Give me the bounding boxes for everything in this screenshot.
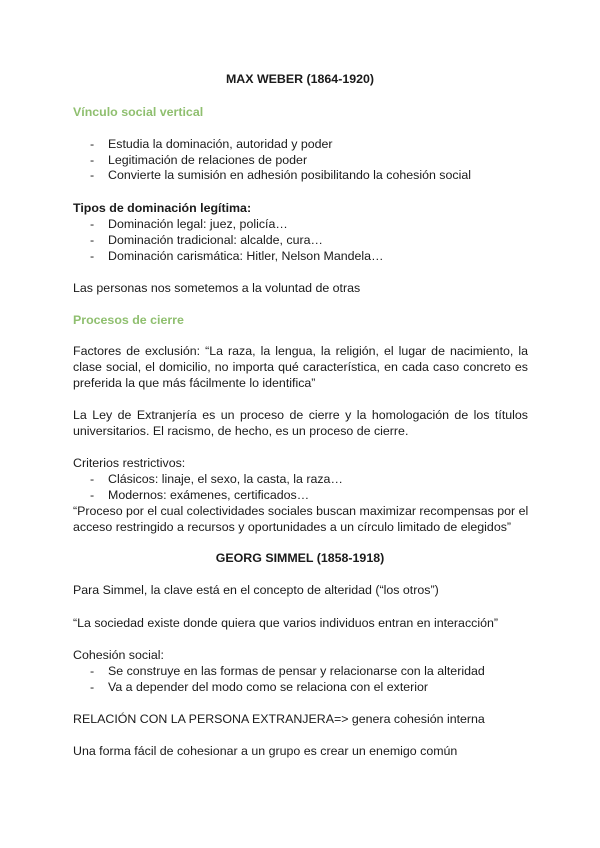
enemigo-paragraph: Una forma fácil de cohesionar a un grupo es crear un enemigo común <box>73 744 458 758</box>
list-item: Convierte la sumisión en adhesión posibilitando la cohesión social <box>108 168 471 182</box>
bullet-dash: - <box>90 680 95 694</box>
cohesion-heading: Cohesión social: <box>73 648 164 662</box>
list-item: Se construye en las formas de pensar y relacionarse con la alteridad <box>108 664 485 678</box>
bullet-dash: - <box>90 472 95 486</box>
list-item: Va a depender del modo como se relaciona con el exterior <box>108 680 429 694</box>
bullet-dash: - <box>90 168 95 182</box>
bullet-dash: - <box>90 249 95 263</box>
paragraph-line: universitarios. El racismo, de hecho, es un proceso de cierre. <box>73 424 409 438</box>
paragraph-line: preferida la que más fácilmente lo identifica” <box>73 376 316 390</box>
tipos-heading: Tipos de dominación legítima: <box>73 201 252 215</box>
paragraph-line: acceso restringido a recursos y oportunidades a un círculo limitado de elegidos” <box>73 520 512 534</box>
bullet-dash: - <box>90 488 95 502</box>
criterios-heading: Criterios restrictivos: <box>73 456 186 470</box>
bullet-dash: - <box>90 153 95 167</box>
list-item: Legitimación de relaciones de poder <box>108 153 308 167</box>
list-item: Dominación tradicional: alcalde, cura… <box>108 233 323 247</box>
weber-title: MAX WEBER (1864-1920) <box>225 72 375 86</box>
vinculo-heading: Vínculo social vertical <box>73 105 204 119</box>
procesos-heading: Procesos de cierre <box>73 313 184 327</box>
simmel-title: GEORG SIMMEL (1858-1918) <box>215 551 385 565</box>
list-item: Clásicos: linaje, el sexo, la casta, la raza… <box>108 472 343 486</box>
list-item: Dominación carismática: Hitler, Nelson Mandela… <box>108 249 384 263</box>
bullet-dash: - <box>90 137 95 151</box>
bullet-dash: - <box>90 217 95 231</box>
alteridad-paragraph: Para Simmel, la clave está en el concepto de alteridad (“los otros”) <box>73 583 439 597</box>
bullet-dash: - <box>90 233 95 247</box>
paragraph-line: “Proceso por el cual colectividades sociales buscan maximizar recompensas por el <box>73 504 529 518</box>
paragraph-line: Factores de exclusión: “La raza, la lengua, la religión, el lugar de nacimiento, la <box>73 344 528 358</box>
relacion-paragraph: RELACIÓN CON LA PERSONA EXTRANJERA=> genera cohesión interna <box>73 712 485 726</box>
paragraph-line: La Ley de Extranjería es un proceso de cierre y la homologación de los títulos <box>73 408 528 422</box>
bullet-dash: - <box>90 664 95 678</box>
voluntad-paragraph: Las personas nos sometemos a la voluntad de otras <box>73 281 361 295</box>
paragraph-line: clase social, el domicilio, no importa qué característica, en cada caso concreto es <box>73 360 528 374</box>
list-item: Dominación legal: juez, policía… <box>108 217 288 231</box>
list-item: Estudia la dominación, autoridad y poder <box>108 137 333 151</box>
sociedad-quote: “La sociedad existe donde quiera que varios individuos entran en interacción” <box>73 616 498 630</box>
list-item: Modernos: exámenes, certificados… <box>108 488 310 502</box>
